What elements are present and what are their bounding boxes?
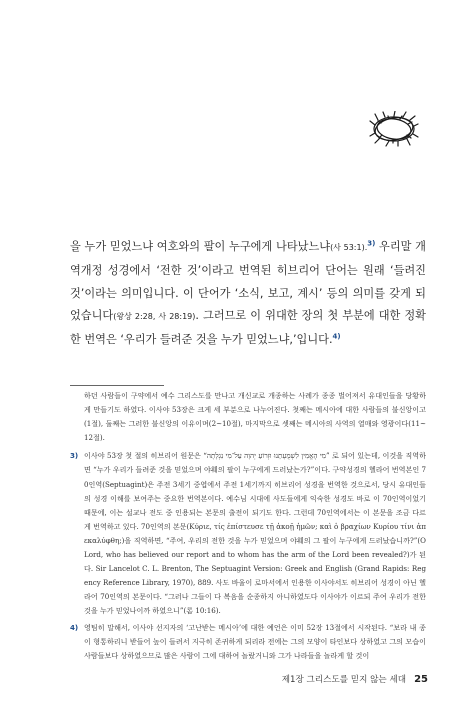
footnote-divider	[70, 385, 164, 386]
footnote-3-text: 이사야 53장 첫 절의 히브리어 원문은 “מִי הֶאֱמִין לִשְׁמֻעָתֵנוּ וּזְרוֹעַ יְהוָה עַל־מִי נִגְלָתָה” 로 되어 있는데, 이것을 직역하면 “누가 우리가 들려준 것을 믿었으며 야훼의 팔이 누구에게 드러났는가?”이다. 구약성경의 헬라어 번역본인 70인역(Septuagint)은 주전 3세기 중엽에서 주전 1세기까지 히브리어 성경을 번역한 것으로서, 당시 유대인들의 성경 이해를 보여주는 중요한 번역본이다. 예수님 시대에 사도들에게 익숙한 성경도 바로 이 70인역이었기 때문에, 이는 설교나 전도 중 인용되는 본문의 출전이 되기도 한다. 그런데 70인역에서는 이 본문을 조금 다르게 번역하고 있다. 70인역의 본문(Κύριε, τίς ἐπίστευσε τῇ ἀκοῇ ἡμῶν; καὶ ὁ βραχίων Κυρίου τίνι ἀπεκαλύφθη;)을 직역하면, “주여, 우리의 전한 것을 누가 믿었으며 야훼의 그 팔이 누구에게 드러났습니까?”(O Lord, who has believed our report and to whom has the arm of the Lord been revealed?)가 된다. Sir Lancelot C. L. Brenton, The Septuagint Version: Greek and English (Grand Rapids: Regency Reference Library, 1970), 889. 사도 바울이 로마서에서 인용한 이사야서도 히브리어 성경이 아닌 헬라어 70인역의 본문이다. “그러나 그들이 다 복음을 순종하지 아니하였도다 이사야가 이르되 주여 우리가 전한 것을 누가 믿었나이까 하였으니”(롬 10:16).	[84, 451, 426, 616]
citation-2: (왕상 2:28, 사 28:19)	[113, 312, 196, 322]
paragraph-part1: 을 누가 믿었느냐 여호와의 팔이 누구에게 나타났느냐	[70, 240, 331, 253]
crown-of-thorns-icon	[369, 111, 419, 147]
footnote-3-number: 3)	[70, 451, 79, 461]
chapter-title: 제1장 그리스도를 믿지 않는 세대	[281, 675, 407, 685]
footnote-continuation: 하던 사람들이 구약에서 예수 그리스도를 만나고 개신교로 개종하는 사례가 종종 벌어져서 유대인들을 당황하게 만들기도 하였다. 이사야 53장은 크게 세 부분으로 나누어진다. 첫째는 메시아에 대한 사람들의 불신앙이고(1절), 둘째는 그러한 불신앙의 이유이며(2~10절), 마지막으로 셋째는 메시아의 사역의 열매와 영광이다(11~12절).	[84, 391, 426, 443]
footnotes-section	[70, 389, 426, 665]
page-footer	[0, 673, 428, 685]
body-paragraph	[70, 236, 426, 352]
footnote-3	[70, 449, 426, 618]
footnote-4-number: 4)	[70, 622, 79, 632]
footnote-ref-3[interactable]: 3)	[367, 239, 376, 248]
paragraph-part3: . 그러므로 이 위대한 장의 첫 부분에 대한 정확한 번역은 ‘우리가 들려준 것을 누가 믿었느냐,’입니다.	[70, 309, 426, 347]
page-number: 25	[414, 674, 428, 685]
footnote-4	[70, 621, 426, 663]
citation-1: (사 53:1).	[330, 243, 368, 252]
footnote-ref-4[interactable]: 4)	[332, 332, 341, 341]
paragraph-part2: 우리말 개역개정 성경에서 ‘전한 것’이라고 번역된 히브리어 단어는 원래 ‘들려진 것’이라는 의미입니다. 이 단어가 ‘소식, 보고, 계시’ 등의 의미를 갖게 되었습니다	[70, 240, 426, 323]
footnote-4-text: 영팀히 말해서, 이사야 선지자의 ‘고난받는 메시아’에 대한 예언은 이미 52장 13절에서 시작된다. “보라 내 종이 형통하리니 받들어 높이 들려서 지극히 존귀하게 되리라 전에는 그의 모양이 타인보다 상하였고 그의 모습이 사람들보다 상하였으므로 많은 사람이 그에 대하여 놀랐거니와 그가 나라들을 놀라게 할 것이	[84, 622, 426, 660]
